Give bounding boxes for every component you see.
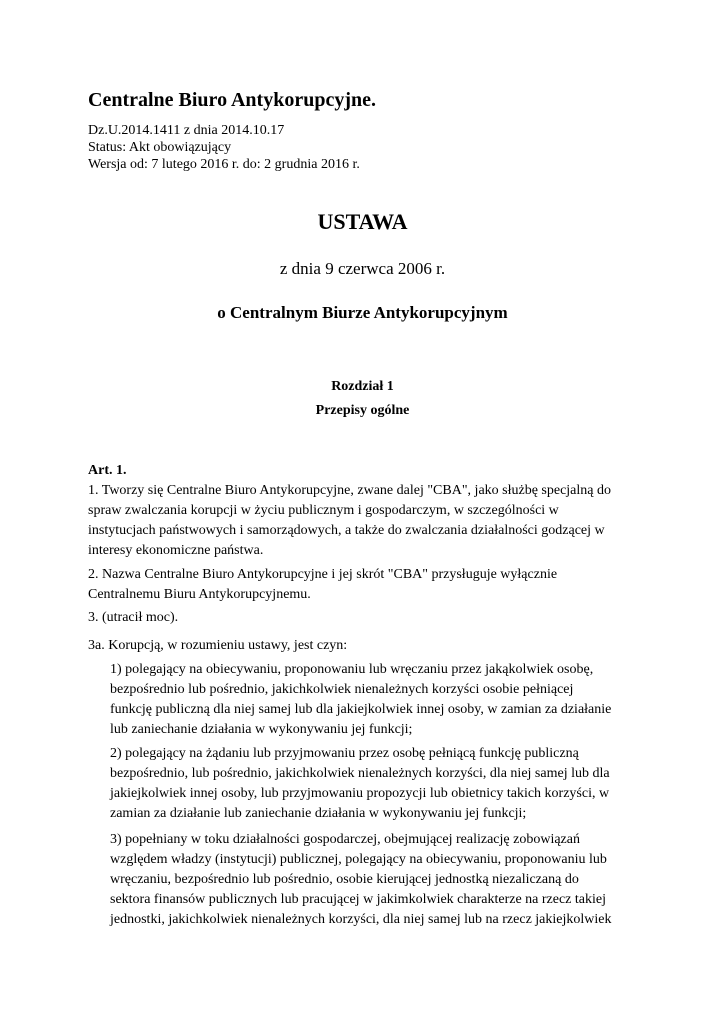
item-line: bezpośrednio, lub pośrednio, jakichkolwiek nienależnych korzyści, dla niej samej lub dla xyxy=(110,766,610,781)
item-line: 3) popełniany w toku działalności gospodarczej, obejmującej realizację zobowiązań xyxy=(110,832,580,847)
item-line: 1) polegający na obiecywaniu, proponowaniu lub wręczaniu przez jakąkolwiek osobę, xyxy=(110,662,594,677)
article-paragraph-2 xyxy=(88,565,557,605)
item-line: jednostki, jakichkolwiek nienależnych korzyści, dla niej samej lub na rzecz jakiejkolwiek xyxy=(110,912,612,927)
item-line: wręczaniu, bezpośrednio lub pośrednio, osobie kierującej jednostką niezaliczaną do xyxy=(110,872,579,887)
act-type-heading: USTAWA xyxy=(317,209,408,234)
paragraph-line: interesy ekonomiczne państwa. xyxy=(88,543,264,558)
definition-item-2 xyxy=(110,744,610,824)
paragraph-line: spraw zwalczania korupcji w życiu publicznym i gospodarczym, w szczególności w xyxy=(88,503,559,518)
paragraph-line: 2. Nazwa Centralne Biuro Antykorupcyjne i jej skrót "CBA" przysługuje wyłącznie xyxy=(88,567,558,582)
article-paragraph-3 xyxy=(88,608,178,628)
paragraph-line: 3. (utracił moc). xyxy=(88,610,179,625)
item-line: względem władzy (instytucji) publicznej, polegający na obiecywaniu, proponowaniu lub xyxy=(110,852,607,867)
item-line: 2) polegający na żądaniu lub przyjmowaniu przez osobę pełniącą funkcję publiczną xyxy=(110,746,579,761)
paragraph-line: Centralnemu Biuru Antykorupcyjnemu. xyxy=(88,587,311,602)
document-metadata xyxy=(88,122,360,173)
act-date: z dnia 9 czerwca 2006 r. xyxy=(279,259,446,278)
article-paragraph-1 xyxy=(88,481,611,561)
paragraph-line: 3a. Korupcją, w rozumieniu ustawy, jest czyn: xyxy=(88,638,348,653)
article-heading: Art. 1. xyxy=(88,463,127,478)
item-line: funkcję publiczną dla niej samej lub dla jakiejkolwiek innej osoby, w zamian za działanie xyxy=(110,702,612,717)
act-subject: o Centralnym Biurze Antykorupcyjnym xyxy=(217,303,508,322)
item-line: bezpośrednio lub pośrednio, jakichkolwiek nienależnych korzyści osobie pełniącej xyxy=(110,682,574,697)
article-paragraph-3a xyxy=(88,636,347,656)
item-line: sektora finansów publicznych lub pracującej w jakimkolwiek charakterze na rzecz takiej xyxy=(110,892,606,907)
item-line: lub zaniechanie działania w wykonywaniu jej funkcji; xyxy=(110,722,413,737)
paragraph-line: instytucjach państwowych i samorządowych, a także do zwalczania działalności godzącej w xyxy=(88,523,605,538)
definition-item-3 xyxy=(110,830,612,930)
document-title: Centralne Biuro Antykorupcyjne. xyxy=(88,89,376,111)
chapter-number: Rozdział 1 xyxy=(331,379,394,394)
metadata-version: Wersja od: 7 lutego 2016 r. do: 2 grudnia 2016 r. xyxy=(88,157,360,172)
metadata-journal-reference: Dz.U.2014.1411 z dnia 2014.10.17 xyxy=(88,123,285,138)
metadata-status: Status: Akt obowiązujący xyxy=(88,140,232,155)
item-line: jakiejkolwiek innej osoby, lub przyjmowaniu propozycji lub obietnicy takich korzyści, w xyxy=(110,786,610,801)
paragraph-line: 1. Tworzy się Centralne Biuro Antykorupcyjne, zwane dalej "CBA", jako służbę specjalną do xyxy=(88,483,612,498)
chapter-title: Przepisy ogólne xyxy=(315,403,410,418)
definition-item-1 xyxy=(110,660,611,740)
item-line: zamian za działanie lub zaniechanie działania w wykonywaniu jej funkcji; xyxy=(110,806,527,821)
